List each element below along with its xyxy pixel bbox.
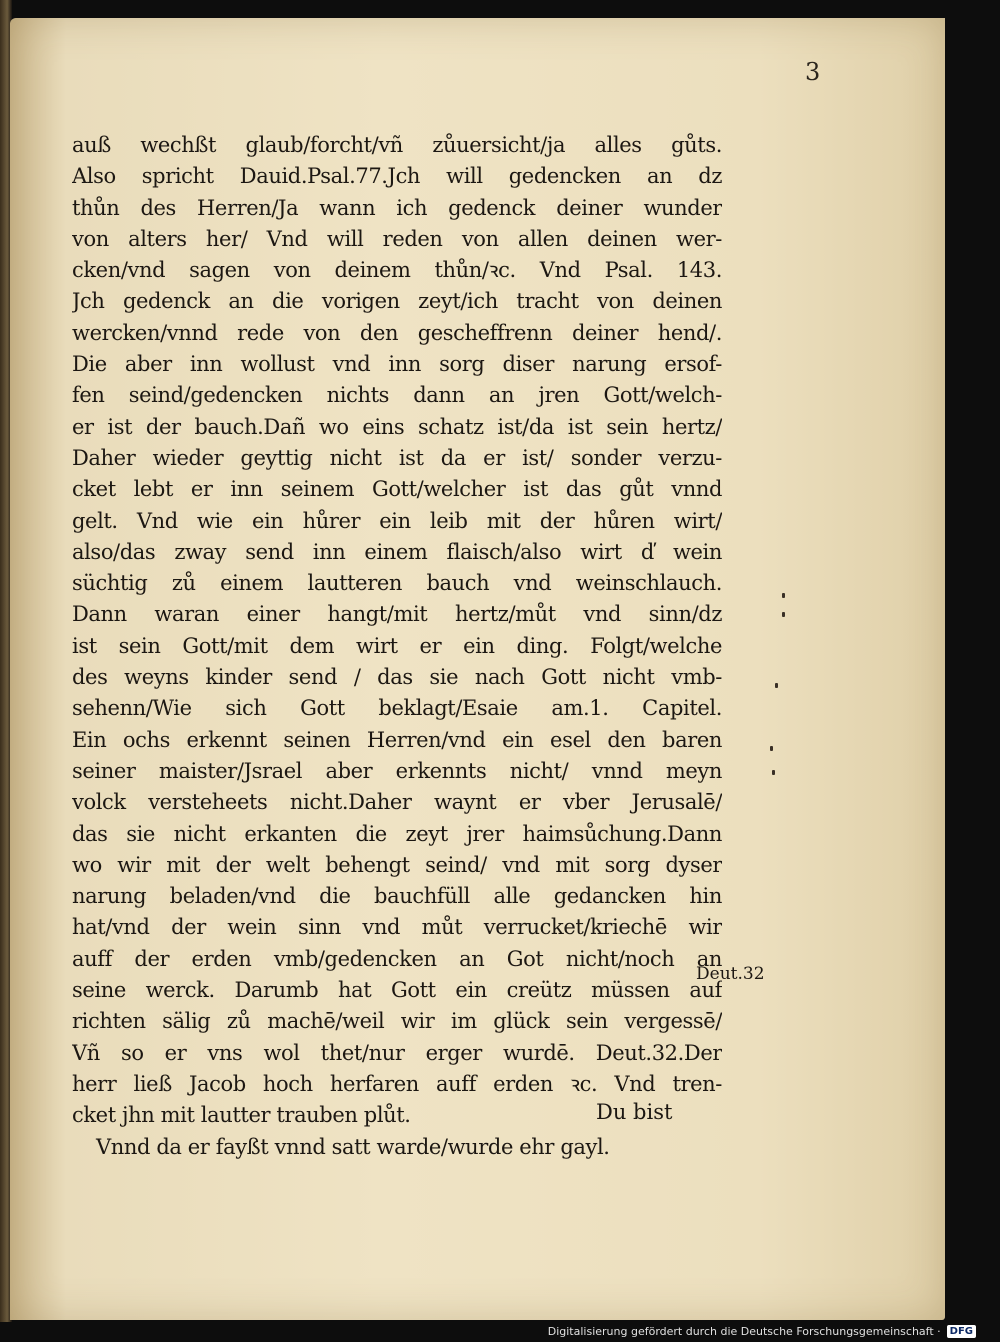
text-line: narung beladen/vnd die bauchfüll alle gedancken hin xyxy=(72,884,722,909)
text-line: er ist der bauch.Dañ wo eins schatz ist/da ist sein hertz/ xyxy=(72,414,722,439)
margin-speck xyxy=(782,593,785,598)
text-line: Vñ so er vns wol thet/nur erger wurdē. Deut.32.Der xyxy=(72,1040,722,1065)
text-line: von alters her/ Vnd will reden von allen deinen wer- xyxy=(72,226,722,251)
funding-notice xyxy=(548,1325,976,1338)
text-line: thůn des Herren/Ja wann ich gedenck deiner wunder xyxy=(72,195,722,220)
margin-speck xyxy=(770,746,773,751)
text-line: Also spricht Dauid.Psal.77.Jch will gedencken an dz xyxy=(72,164,722,189)
text-line: auff der erden vmb/gedencken an Got nicht/noch an xyxy=(72,946,722,971)
margin-note: Deut.32 xyxy=(696,964,765,984)
dfg-logo: DFG xyxy=(947,1325,976,1338)
text-line: herr ließ Jacob hoch herfaren auff erden ꝛc. Vnd tren- xyxy=(72,1071,722,1096)
margin-speck xyxy=(782,612,785,617)
text-line: auß wechßt glaub/forcht/vñ zůuersicht/ja alles gůts. xyxy=(72,133,722,157)
text-line: süchtig zů einem lautteren bauch vnd weinschlauch. xyxy=(72,571,722,596)
funding-text: Digitalisierung gefördert durch die Deutsche Forschungsgemeinschaft · xyxy=(547,1325,941,1338)
text-line: fen seind/gedencken nichts dann an jren Gott/welch- xyxy=(72,383,722,408)
body-text xyxy=(72,130,722,1163)
text-line: Ein ochs erkennt seinen Herren/vnd ein esel den baren xyxy=(72,727,722,752)
margin-speck xyxy=(772,770,775,775)
text-line: also/das zway send inn einem flaisch/also wirt ď wein xyxy=(72,539,722,564)
text-line: gelt. Vnd wie ein hůrer ein leib mit der hůren wirt/ xyxy=(72,508,722,533)
text-line: das sie nicht erkanten die zeyt jrer haimsůchung.Dann xyxy=(72,821,722,846)
margin-speck xyxy=(775,683,778,688)
text-line: ist sein Gott/mit dem wirt er ein ding. Folgt/welche xyxy=(72,633,722,658)
text-line: hat/vnd der wein sinn vnd můt verrucket/kriechē wir xyxy=(72,915,722,940)
text-line: volck versteheets nicht.Daher waynt er vber Jerusalē/ xyxy=(72,790,722,815)
text-line: Dann waran einer hangt/mit hertz/můt vnd sinn/dz xyxy=(72,602,722,627)
text-line: Die aber inn wollust vnd inn sorg diser narung ersof- xyxy=(72,352,722,377)
page-number: 3 xyxy=(805,58,821,86)
text-line: Vnnd da er fayßt vnnd satt warde/wurde ehr gayl. xyxy=(96,1134,610,1159)
text-line: Daher wieder geyttig nicht ist da er ist/ sonder verzu- xyxy=(72,445,722,470)
text-line: wo wir mit der welt behengt seind/ vnd mit sorg dyser xyxy=(72,852,722,877)
text-line: cken/vnd sagen von deinem thůn/ꝛc. Vnd Psal. 143. xyxy=(72,258,722,283)
text-line: richten sälig zů machē/weil wir im glück sein vergessē/ xyxy=(72,1009,722,1034)
text-line: seiner maister/Jsrael aber erkennts nicht/ vnnd meyn xyxy=(72,758,722,783)
text-line: cket jhn mit lautter trauben plůt. xyxy=(72,1103,411,1128)
text-line: seine werck. Darumb hat Gott ein creütz müssen auf xyxy=(72,978,722,1003)
text-line: wercken/vnnd rede von den gescheffrenn deiner hend/. xyxy=(72,320,722,345)
text-line: sehenn/Wie sich Gott beklagt/Esaie am.1. Capitel. xyxy=(72,696,722,721)
book-page xyxy=(10,18,945,1320)
catchword: Du bist xyxy=(596,1100,673,1124)
text-line: cket lebt er inn seinem Gott/welcher ist das gůt vnnd xyxy=(72,477,722,502)
text-line: des weyns kinder send / das sie nach Gott nicht vmb- xyxy=(72,665,722,690)
text-line: Jch gedenck an die vorigen zeyt/ich tracht von deinen xyxy=(72,289,722,314)
